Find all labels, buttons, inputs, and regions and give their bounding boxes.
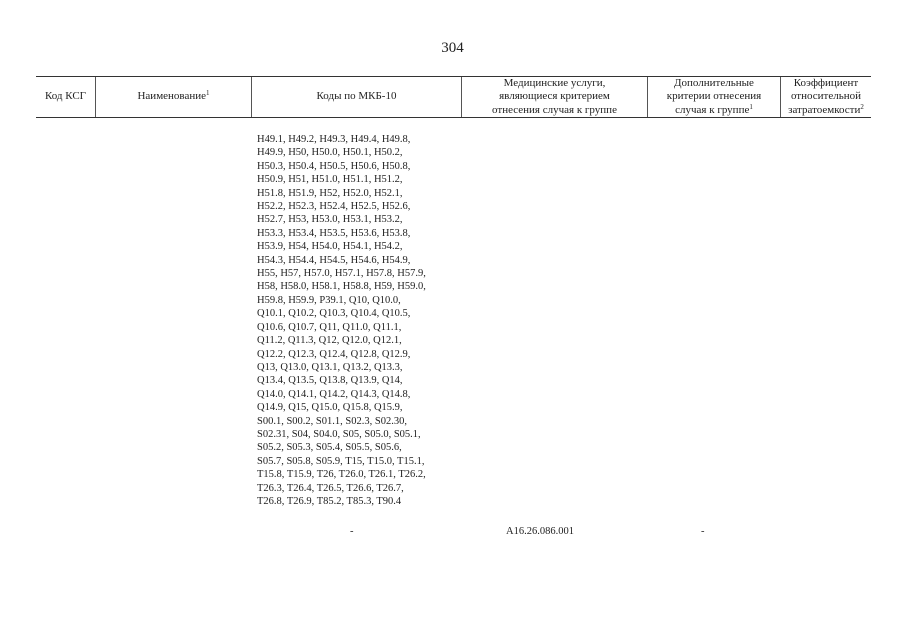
icd-code-line: T26.3, T26.4, T26.5, T26.6, T26.7,	[257, 482, 404, 494]
icd-code-line: Q10.1, Q10.2, Q10.3, Q10.4, Q10.5,	[257, 308, 411, 320]
header-criteria-label: Дополнительные критерии отнесения случая к группе$^1$	[666, 77, 762, 116]
header-icd-codes-label: Коды по МКБ-10	[316, 90, 397, 103]
table-header	[36, 76, 871, 118]
icd-code-line: H52.7, H53, H53.0, H53.1, H53.2,	[257, 214, 403, 226]
header-criteria	[648, 77, 781, 117]
row2-services: A16.26.086.001	[506, 526, 574, 537]
icd-code-line: Q13, Q13.0, Q13.1, Q13.2, Q13.3,	[257, 361, 403, 373]
icd-code-line: H49.9, H50, H50.0, H50.1, H50.2,	[257, 147, 403, 159]
header-code	[36, 77, 96, 117]
header-coefficient	[781, 77, 871, 117]
icd-code-line: H52.2, H52.3, H52.4, H52.5, H52.6,	[257, 201, 411, 213]
icd-code-line: H54.3, H54.4, H54.5, H54.6, H54.9,	[257, 254, 411, 266]
icd-codes-cell	[257, 133, 497, 508]
icd-code-line: Q14.9, Q15, Q15.0, Q15.8, Q15.9,	[257, 402, 403, 414]
header-code-label: Код КСГ	[44, 90, 87, 103]
icd-code-line: H53.9, H54, H54.0, H54.1, H54.2,	[257, 241, 403, 253]
icd-code-line: H50.3, H50.4, H50.5, H50.6, H50.8,	[257, 160, 411, 172]
header-services-label: Медицинские услуги, являющиеся критерием отнесения случая к группе	[492, 77, 617, 116]
icd-code-line: T26.8, T26.9, T85.2, T85.3, T90.4	[257, 495, 402, 507]
icd-code-line: S00.1, S00.2, S01.1, S02.3, S02.30,	[257, 415, 407, 427]
icd-code-line: S05.7, S05.8, S05.9, T15, T15.0, T15.1,	[257, 455, 425, 467]
icd-code-line: H58, H58.0, H58.1, H58.8, H59, H59.0,	[257, 281, 426, 293]
icd-code-line: H55, H57, H57.0, H57.1, H57.8, H57.9,	[257, 268, 426, 280]
icd-code-line: H53.3, H53.4, H53.5, H53.6, H53.8,	[257, 227, 411, 239]
icd-code-line: H51.8, H51.9, H52, H52.0, H52.1,	[257, 187, 403, 199]
icd-code-line: S02.31, S04, S04.0, S05, S05.0, S05.1,	[257, 428, 421, 440]
icd-code-line: H50.9, H51, H51.0, H51.1, H51.2,	[257, 174, 403, 186]
icd-code-line: S05.2, S05.3, S05.4, S05.5, S05.6,	[257, 442, 402, 454]
icd-code-line: H49.1, H49.2, H49.3, H49.4, H49.8,	[257, 134, 411, 145]
icd-code-line: Q10.6, Q10.7, Q11, Q11.0, Q11.1,	[257, 321, 402, 333]
icd-code-line: Q12.2, Q12.3, Q12.4, Q12.8, Q12.9,	[257, 348, 411, 360]
header-icd-codes	[252, 77, 462, 117]
icd-code-line: Q14.0, Q14.1, Q14.2, Q14.3, Q14.8,	[257, 388, 411, 400]
icd-code-line: Q11.2, Q11.3, Q12, Q12.0, Q12.1,	[257, 335, 402, 347]
row2-icd-codes: -	[350, 526, 354, 537]
header-services	[462, 77, 648, 117]
icd-code-line: Q13.4, Q13.5, Q13.8, Q13.9, Q14,	[257, 375, 403, 387]
header-coefficient-label: Коэффициент относительной затратоемкости$^2$	[788, 77, 864, 116]
row2-criteria: -	[701, 526, 705, 537]
icd-code-line: H59.8, H59.9, P39.1, Q10, Q10.0,	[257, 294, 401, 306]
page-number: 304	[441, 40, 464, 56]
header-name-label: Наименование$^1$	[137, 89, 210, 103]
icd-code-line: T15.8, T15.9, T26, T26.0, T26.1, T26.2,	[257, 469, 426, 481]
header-name	[96, 77, 252, 117]
